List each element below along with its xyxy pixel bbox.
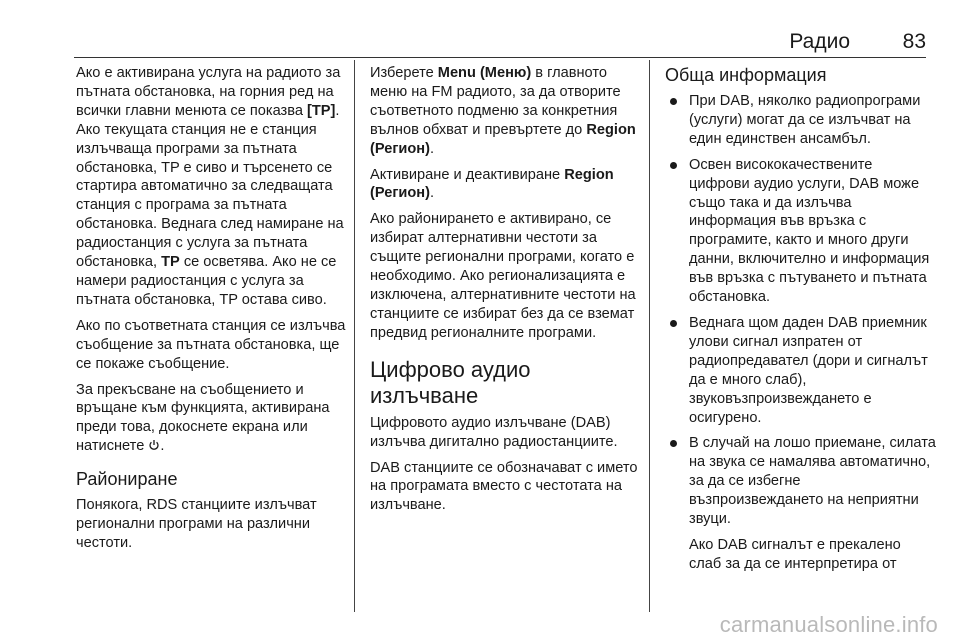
heading-regional: Райониране — [76, 469, 178, 490]
list-item: Веднага щом даден DAB приемник улови сигнал изпратен от радиопредавател (дори и сигналът да е много слаб), звуковъзпроизвеждането е осигурено. — [665, 314, 937, 427]
paragraph-menu-region: Изберете Menu (Меню) в главното меню на FM радиото, за да отворите съответното подменю за конкретния вълнов обхват и превъртете до Region (Регион). — [370, 65, 636, 157]
list-item: Освен висококачествените цифрови аудио услуги, DAB може също така и да излъчва информация във връзка с програмите, както и много други данни, включително и информация във връзка с пътуването и пътната обстановка. — [665, 156, 937, 307]
paragraph-alt-frequencies: Ако районирането е активирано, се избират алтернативни честоти за същите регионални програми, когато е необходимо. Ако регионализацията е изключена, алтернативните честоти на станциите се избират без да се вземат предвид регионалните програми. — [370, 211, 636, 341]
paragraph-dab-intro: Цифровото аудио излъчване (DAB) излъчва дигитално радиостанциите. — [370, 414, 618, 450]
bullet-dot — [670, 440, 677, 447]
column-middle — [370, 64, 642, 522]
list-item: В случай на лошо приемане, силата на звука се намалява автоматично, за да се избегне възпроизвеждането на неприятни звуци. Ако DAB сигналът е прекалено слаб за да се интерпретира от — [665, 434, 937, 573]
list-item: При DAB, няколко радиопрограми (услуги) могат да се излъчват на един единствен ансамбъл. — [665, 92, 937, 149]
bullet-list — [665, 92, 937, 574]
bullet-dot — [670, 162, 677, 169]
page-title: Радио — [789, 30, 850, 53]
menu-label: Menu (Меню) — [437, 65, 532, 81]
power-icon — [148, 439, 160, 451]
column-divider-2 — [649, 60, 650, 612]
column-right — [665, 64, 937, 581]
header-rule — [74, 57, 926, 58]
paragraph-dab-names: DAB станциите се обозначават с името на програмата вместо с честотата на излъчване. — [370, 459, 638, 514]
region-label: Region (Регион) — [370, 121, 636, 157]
paragraph-traffic-message: Ако по съответната станция се излъчва съобщение за пътната обстановка, ще се покаже съобщение. — [76, 317, 346, 372]
paragraph-toggle-region: Активиране и деактивиране Region (Регион). — [370, 166, 614, 202]
paragraph-regional: Понякога, RDS станциите излъчват регионални програми на различни честоти. — [76, 497, 317, 551]
region-label-2: Region (Регион) — [370, 166, 614, 202]
column-left — [76, 64, 348, 560]
bullet-continuation: Ако DAB сигналът е прекалено слаб за да се интерпретира от — [689, 536, 901, 572]
page-number: 83 — [902, 30, 926, 53]
heading-general-info: Обща информация — [665, 65, 827, 85]
page-header — [0, 0, 960, 58]
bullet-dot — [670, 98, 677, 105]
tp-indicator-label: [TP] — [307, 102, 336, 119]
watermark: carmanualsonline.info — [719, 612, 938, 637]
column-divider-1 — [354, 60, 355, 612]
paragraph-interrupt: За прекъсване на съобщението и връщане към функцията, активирана преди това, докоснете екрана или натиснете . — [76, 381, 330, 455]
heading-dab: Цифрово аудио излъчване — [370, 356, 531, 408]
bullet-dot — [670, 320, 677, 327]
tp-label: TP — [161, 254, 180, 271]
paragraph-tp-intro: Ако е активирана услуга на радиото за пътната обстановка, на горния ред на всички главни менюта се показва [TP]. Ако текущата станция не е станция излъчваща програми за пътната обстановка, TP е сиво и търсенето се стартира автоматично за следващата станция с програма за пътната обстановка. Веднага след намиране на радиостанция с услуга за пътната обстановка, TP се осветява. Ако не се намери радиостанция с услуга за пътната обстановка, TP остава сиво. — [76, 65, 344, 308]
